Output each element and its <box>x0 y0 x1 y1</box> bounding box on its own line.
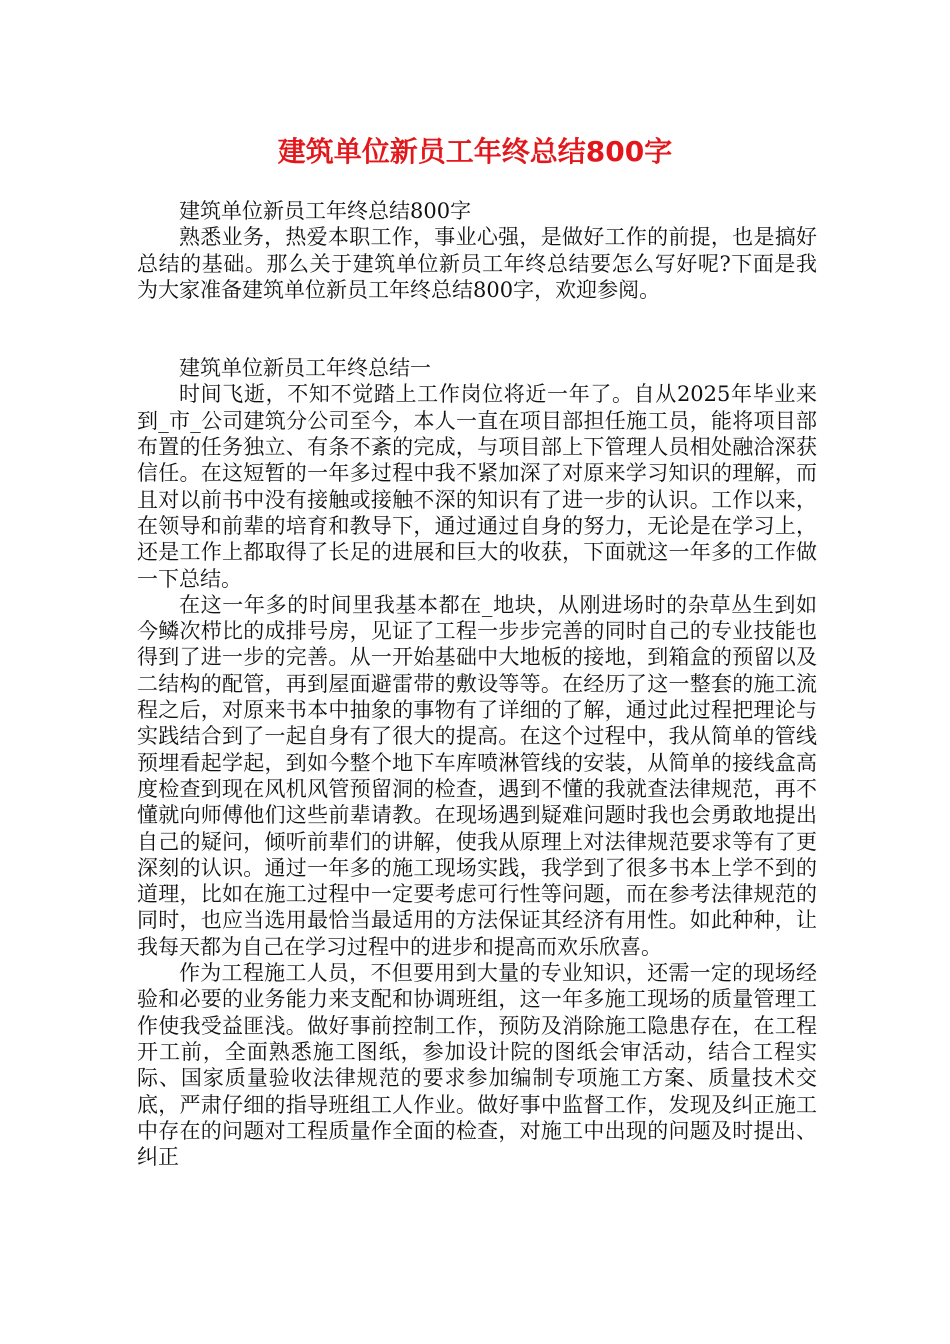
intro-paragraph: 熟悉业务，热爱本职工作，事业心强，是做好工作的前提，也是搞好总结的基础。那么关于建筑单位新员工年终总结要怎么写好呢?下面是我为大家准备建筑单位新员工年终总结800字，欢迎参阅。 <box>137 225 817 302</box>
body-paragraph: 时间飞逝，不知不觉踏上工作岗位将近一年了。自从2025年毕业来到_市_公司建筑分公司至今，本人一直在项目部担任施工员，能将项目部布置的任务独立、有条不紊的完成，与项目部上下管理人员相处融洽深获信任。在这短暂的一年多过程中我不紧加深了对原来学习知识的理解，而且对以前书中没有接触或接触不深的知识有了进一步的认识。工作以来，在领导和前辈的培育和教导下，通过通过自身的努力，无论是在学习上，还是工作上都取得了长足的进展和巨大的收获，下面就这一年多的工作做一下总结。 <box>137 382 817 591</box>
section-heading: 建筑单位新员工年终总结一 <box>179 356 431 381</box>
document-title: 建筑单位新员工年终总结800字 <box>277 135 673 168</box>
intro-subtitle: 建筑单位新员工年终总结800字 <box>179 199 472 223</box>
body-paragraph: 在这一年多的时间里我基本都在_地块，从刚进场时的杂草丛生到如今鳞次栉比的成排号房，见证了工程一步步完善的同时自己的专业技能也得到了进一步的完善。从一开始基础中大地板的接地，到箱盒的预留以及二结构的配管，再到屋面避雷带的敷设等等。在经历了这一整套的施工流程之后，对原来书本中抽象的事物有了详细的了解，通过此过程把理论与实践结合到了一起自身有了很大的提高。在这个过程中，我从简单的管线预埋看起学起，到如今整个地下车库喷淋管线的安装，从简单的接线盒高度检查到现在风机风管预留洞的检查，遇到不懂的我就查法律规范，再不懂就向师傅他们这些前辈请教。在现场遇到疑难问题时我也会勇敢地提出自己的疑问，倾听前辈们的讲解，使我从原理上对法律规范要求等有了更深刻的认识。通过一年多的施工现场实践，我学到了很多书本上学不到的道理，比如在施工过程中一定要考虑可行性等问题，而在参考法律规范的同时，也应当选用最恰当最适用的方法保证其经济有用性。如此种种，让我每天都为自己在学习过程中的进步和提高而欢乐欣喜。 <box>137 592 817 959</box>
section-spacer <box>137 303 817 355</box>
document-body <box>137 198 817 1170</box>
body-paragraph: 作为工程施工人员，不但要用到大量的专业知识，还需一定的现场经验和必要的业务能力来支配和协调班组，这一年多施工现场的质量管理工作使我受益匪浅。做好事前控制工作，预防及消除施工隐患存在，在工程开工前，全面熟悉施工图纸，参加设计院的图纸会审活动，结合工程实际、国家质量验收法律规范的要求参加编制专项施工方案、质量技术交底，严肃仔细的指导班组工人作业。做好事中监督工作，发现及纠正施工中存在的问题对工程质量作全面的检查，对施工中出现的问题及时提出、纠正 <box>137 961 817 1170</box>
